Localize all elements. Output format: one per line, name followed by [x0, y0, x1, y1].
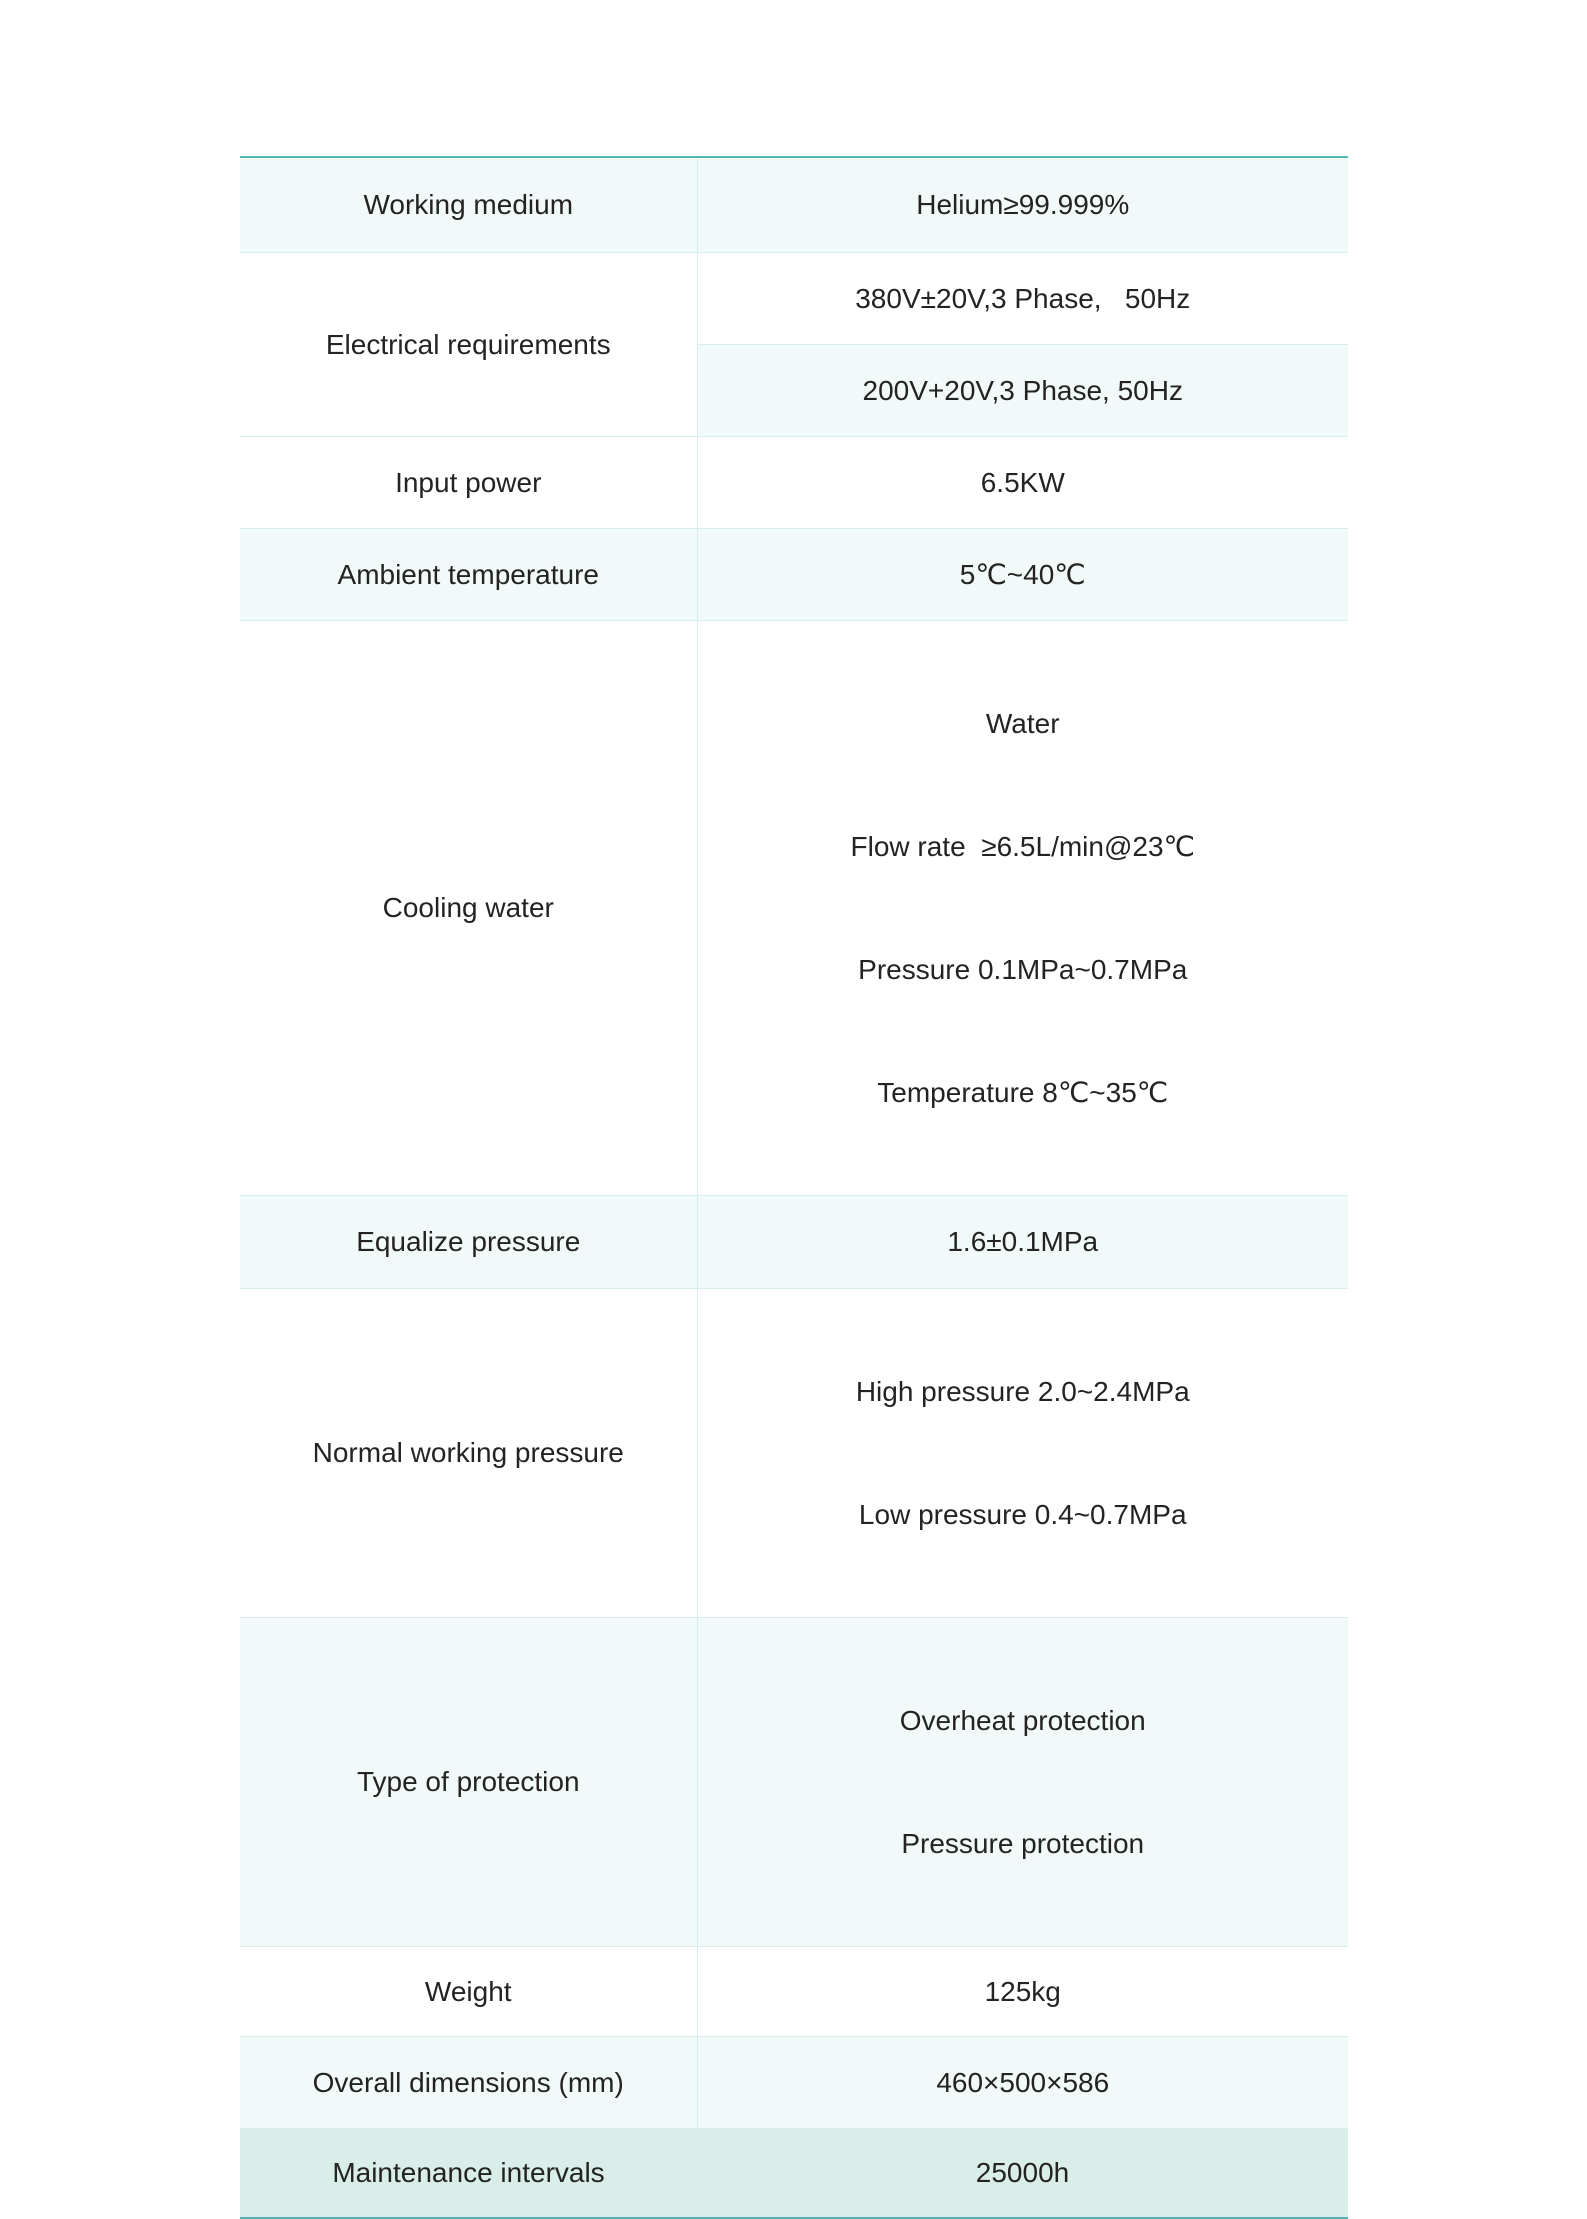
working-medium-value: Helium≥99.999% — [697, 157, 1348, 252]
table-row — [240, 2036, 1348, 2128]
cooling-water-label: Cooling water — [240, 620, 697, 1195]
table-row — [240, 1946, 1348, 2036]
type-of-protection-value — [697, 1617, 1348, 1946]
normal-working-pressure-line-2: Low pressure 0.4~0.7MPa — [858, 1498, 1187, 1530]
spec-table — [240, 156, 1348, 2219]
table-row — [240, 436, 1348, 528]
overall-dimensions-value: 460×500×586 — [697, 2036, 1348, 2128]
table-row — [240, 157, 1348, 252]
cooling-water-line-2: Flow rate ≥6.5L/min@23℃ — [850, 830, 1195, 862]
cooling-water-value — [697, 620, 1348, 1195]
ambient-temperature-label: Ambient temperature — [240, 528, 697, 620]
input-power-label: Input power — [240, 436, 697, 528]
cooling-water-line-1: Water — [985, 707, 1060, 739]
electrical-requirements-value-bottom: 200V+20V,3 Phase, 50Hz — [697, 344, 1348, 436]
overall-dimensions-label: Overall dimensions (mm) — [240, 2036, 697, 2128]
type-of-protection-line-2: Pressure protection — [901, 1827, 1145, 1859]
table-row — [240, 1288, 1348, 1617]
input-power-value: 6.5KW — [697, 436, 1348, 528]
normal-working-pressure-label: Normal working pressure — [240, 1288, 697, 1617]
normal-working-pressure-value — [697, 1288, 1348, 1617]
table-row — [240, 252, 1348, 344]
table-row — [240, 528, 1348, 620]
working-medium-label: Working medium — [240, 157, 697, 252]
type-of-protection-label: Type of protection — [240, 1617, 697, 1946]
cooling-water-line-4: Temperature 8℃~35℃ — [877, 1076, 1169, 1108]
table-row — [240, 1195, 1348, 1288]
weight-value: 125kg — [697, 1946, 1348, 2036]
equalize-pressure-label: Equalize pressure — [240, 1195, 697, 1288]
equalize-pressure-value: 1.6±0.1MPa — [697, 1195, 1348, 1288]
cooling-water-line-3: Pressure 0.1MPa~0.7MPa — [858, 953, 1188, 985]
table-row — [240, 620, 1348, 1195]
electrical-requirements-value-top: 380V±20V,3 Phase, 50Hz — [697, 252, 1348, 344]
maintenance-intervals-value: 25000h — [697, 2128, 1348, 2218]
ambient-temperature-value: 5℃~40℃ — [697, 528, 1348, 620]
maintenance-intervals-label: Maintenance intervals — [240, 2128, 697, 2218]
table-row — [240, 1617, 1348, 1946]
type-of-protection-line-1: Overheat protection — [899, 1704, 1146, 1736]
normal-working-pressure-line-1: High pressure 2.0~2.4MPa — [855, 1375, 1190, 1407]
weight-label: Weight — [240, 1946, 697, 2036]
electrical-requirements-label: Electrical requirements — [240, 252, 697, 436]
table-row — [240, 2128, 1348, 2218]
